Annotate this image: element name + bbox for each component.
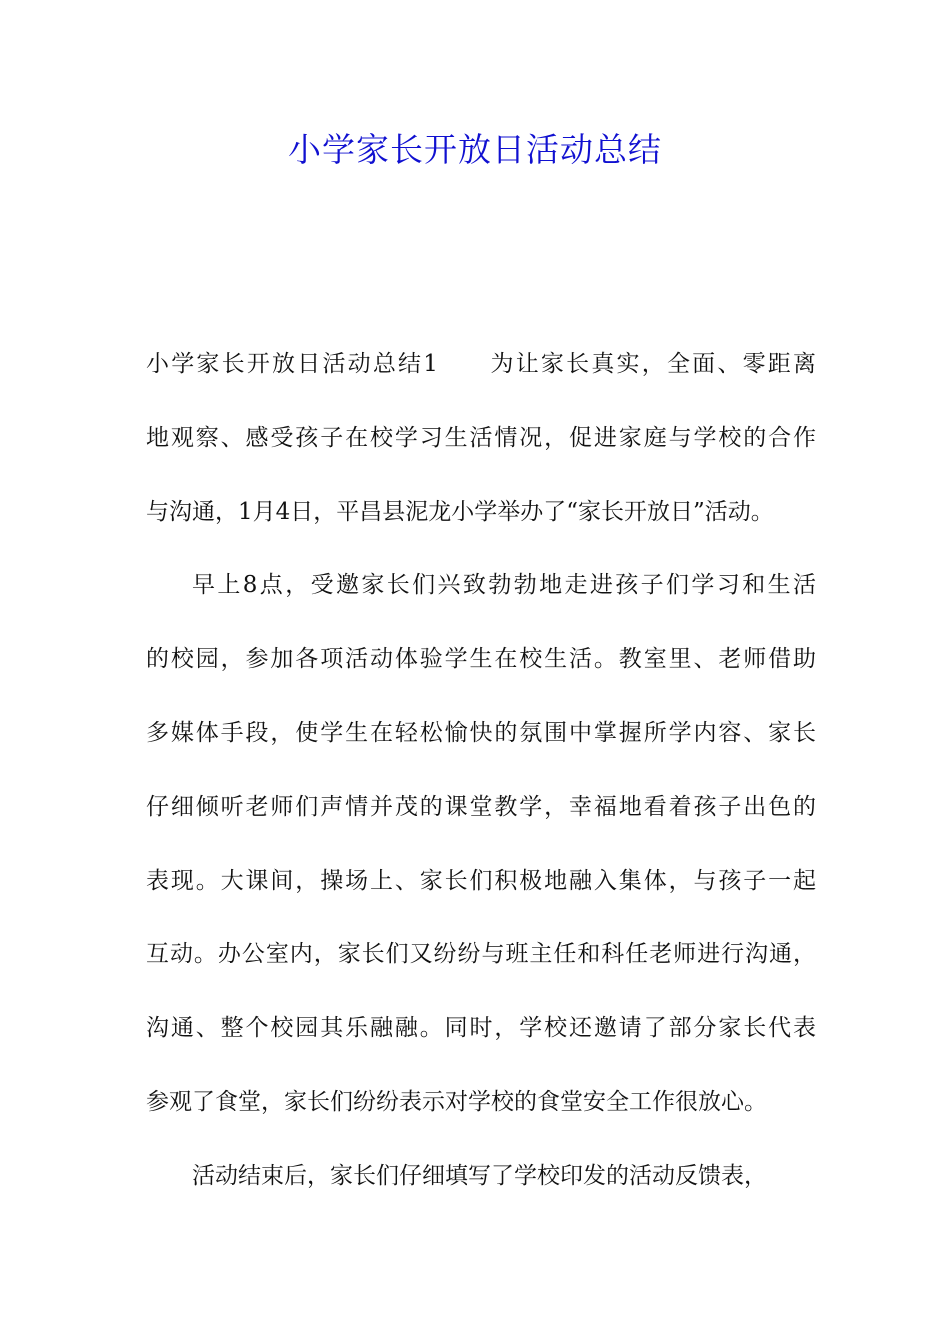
- document-body: [146, 340, 816, 1226]
- paragraph-line: 表现。大课间，操场上、家长们积极地融入集体，与孩子一起: [146, 867, 816, 894]
- paragraph-line: 的校园，参加各项活动体验学生在校生活。教室里、老师借助: [146, 646, 816, 673]
- paragraph-line: 地观察、感受孩子在校学习生活情况，促进家庭与学校的合作: [146, 424, 816, 451]
- paragraph-line: 仔细倾听老师们声情并茂的课堂教学，幸福地看着孩子出色的: [146, 793, 816, 820]
- paragraph-line: 互动。办公室内，家长们又纷纷与班主任和科任老师进行沟通，: [146, 941, 816, 968]
- paragraph-line: 活动结束后，家长们仔细填写了学校印发的活动反馈表，: [192, 1162, 767, 1189]
- paragraph-line: 参观了食堂，家长们纷纷表示对学校的食堂安全工作很放心。: [146, 1088, 767, 1115]
- paragraph-line: 沟通、整个校园其乐融融。同时，学校还邀请了部分家长代表: [146, 1015, 816, 1042]
- paragraph-line: 早上8点，受邀家长们兴致勃勃地走进孩子们学习和生活: [192, 572, 816, 599]
- paragraph-line: 与沟通，1月4日，平昌县泥龙小学举办了“家长开放日”活动。: [146, 498, 774, 525]
- paragraph-line: 多媒体手段，使学生在轻松愉快的氛围中掌握所学内容、家长: [146, 719, 816, 746]
- paragraph-line: 小学家长开放日活动总结1 为让家长真实，全面、零距离: [146, 351, 816, 377]
- document-title: 小学家长开放日活动总结: [288, 130, 662, 169]
